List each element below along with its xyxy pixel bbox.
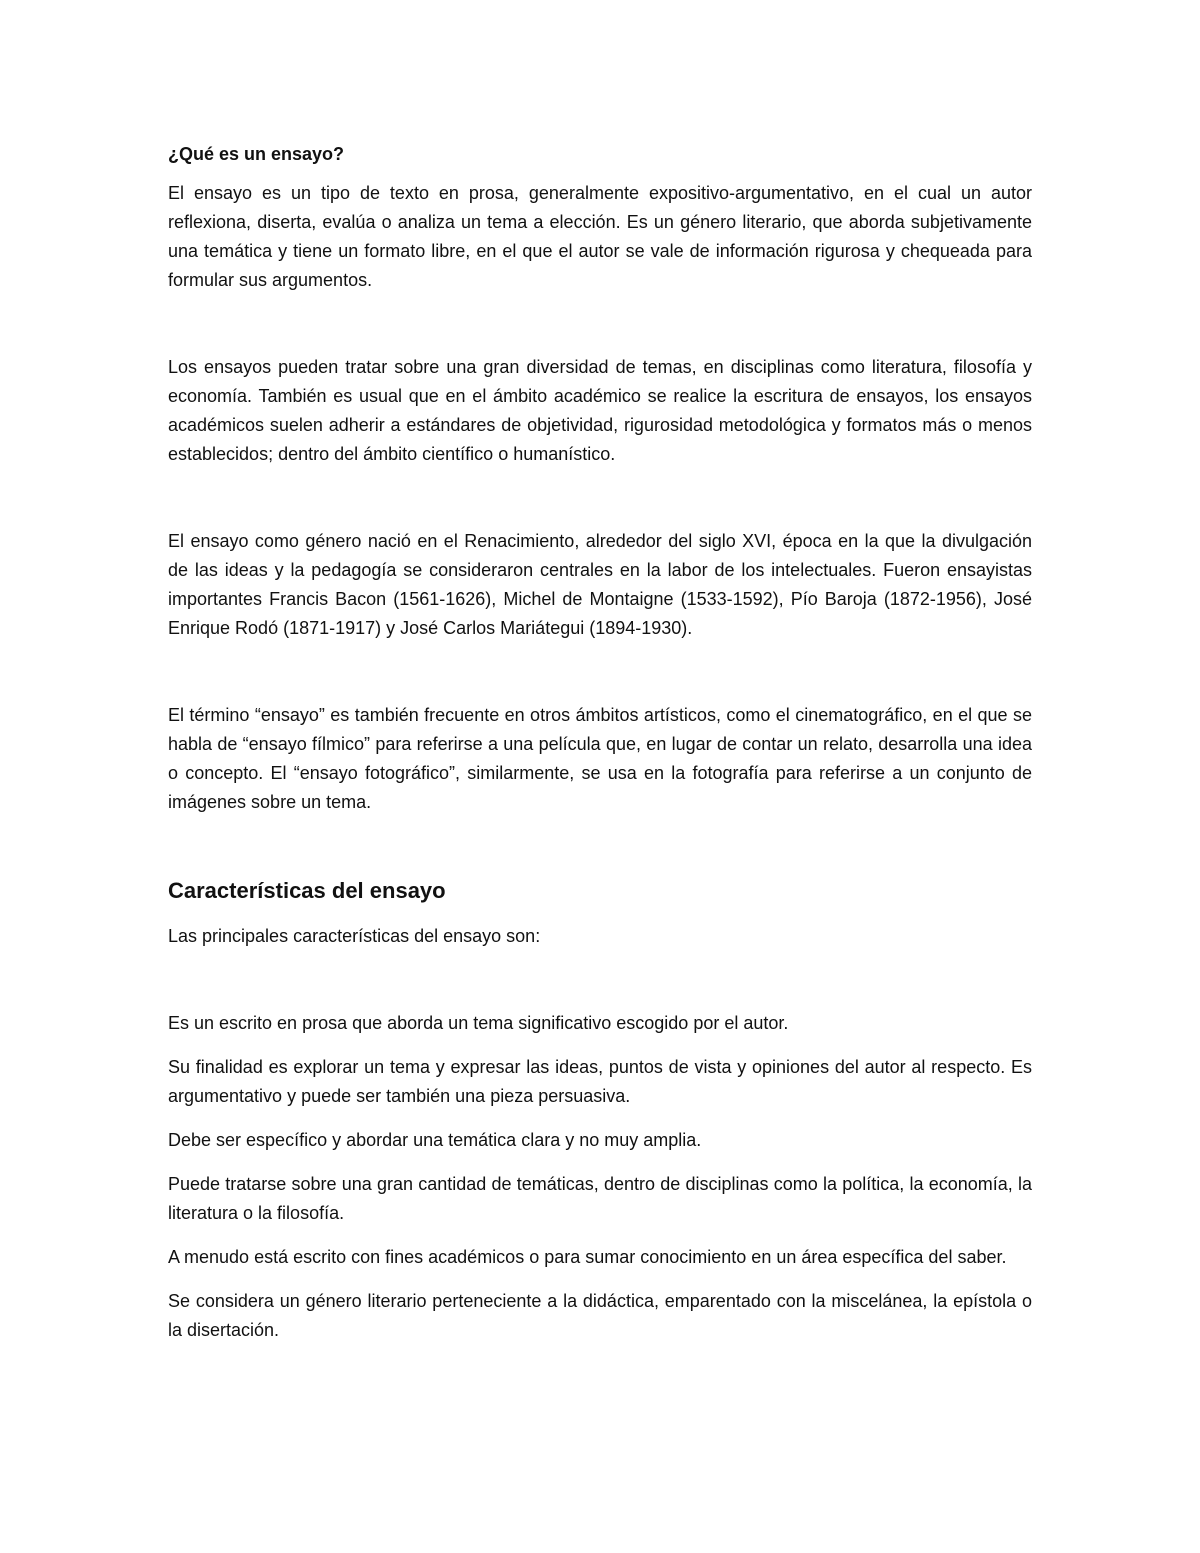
intro-title: ¿Qué es un ensayo? [168,144,345,164]
document-content [168,140,1032,1345]
characteristic-item: Es un escrito en prosa que aborda un tema significativo escogido por el autor. [168,1013,789,1033]
characteristic-item: A menudo está escrito con fines académicos o para sumar conocimiento en un área específica del saber. [168,1247,1007,1267]
characteristic-item: Puede tratarse sobre una gran cantidad de temáticas, dentro de disciplinas como la política, la economía, la literatura o la filosofía. [168,1174,1032,1223]
intro-paragraph-2: Los ensayos pueden tratar sobre una gran diversidad de temas, en disciplinas como literatura, filosofía y economía. También es usual que en el ámbito académico se realice la escritura de ensayos, los ensayos académicos suelen adherir a estándares de objetividad, rigurosidad metodológica y formatos más o menos establecidos; dentro del ámbito científico o humanístico. [168,357,1032,464]
paragraph-spacer [168,907,1032,922]
section-heading: Características del ensayo [168,878,446,903]
intro-paragraph-3: El ensayo como género nació en el Renacimiento, alrededor del siglo XVI, época en la que la divulgación de las ideas y la pedagogía se consideraron centrales en la labor de los intelectuales. Fueron ensayistas importantes Francis Bacon (1561-1626), Michel de Montaigne (1533-1592), Pío Baroja (1872-1956), José Enrique Rodó (1871-1917) y José Carlos Mariátegui (1894-1930). [168,531,1032,638]
characteristics-lead: Las principales características del ensayo son: [168,926,541,946]
characteristic-item: Su finalidad es explorar un tema y expresar las ideas, puntos de vista y opiniones del autor al respecto. Es argumentativo y puede ser también una pieza persuasiva. [168,1057,1032,1106]
paragraph-spacer [168,1272,1032,1287]
paragraph-spacer [168,817,1032,875]
paragraph-spacer [168,1038,1032,1053]
intro-paragraph-4: El término “ensayo” es también frecuente en otros ámbitos artísticos, como el cinematográfico, en el que se habla de “ensayo fílmico” para referirse a una película que, en lugar de contar un relato, desarrolla una idea o concepto. El “ensayo fotográfico”, similarmente, se usa en la fotografía para referirse a un conjunto de imágenes sobre un tema. [168,705,1032,812]
paragraph-spacer [168,951,1032,1009]
paragraph-spacer [168,1111,1032,1126]
paragraph-spacer [168,1228,1032,1243]
characteristic-item: Se considera un género literario perteneciente a la didáctica, emparentado con la miscelánea, la epístola o la disertación. [168,1291,1032,1340]
characteristic-item: Debe ser específico y abordar una temática clara y no muy amplia. [168,1130,702,1150]
paragraph-spacer [168,643,1032,701]
paragraph-spacer [168,295,1032,353]
paragraph-spacer [168,1155,1032,1170]
paragraph-spacer [168,469,1032,527]
intro-paragraph-1: El ensayo es un tipo de texto en prosa, generalmente expositivo-argumentativo, en el cual un autor reflexiona, diserta, evalúa o analiza un tema a elección. Es un género literario, que aborda subjetivamente una temática y tiene un formato libre, en el que el autor se vale de información rigurosa y chequeada para formular sus argumentos. [168,183,1032,290]
